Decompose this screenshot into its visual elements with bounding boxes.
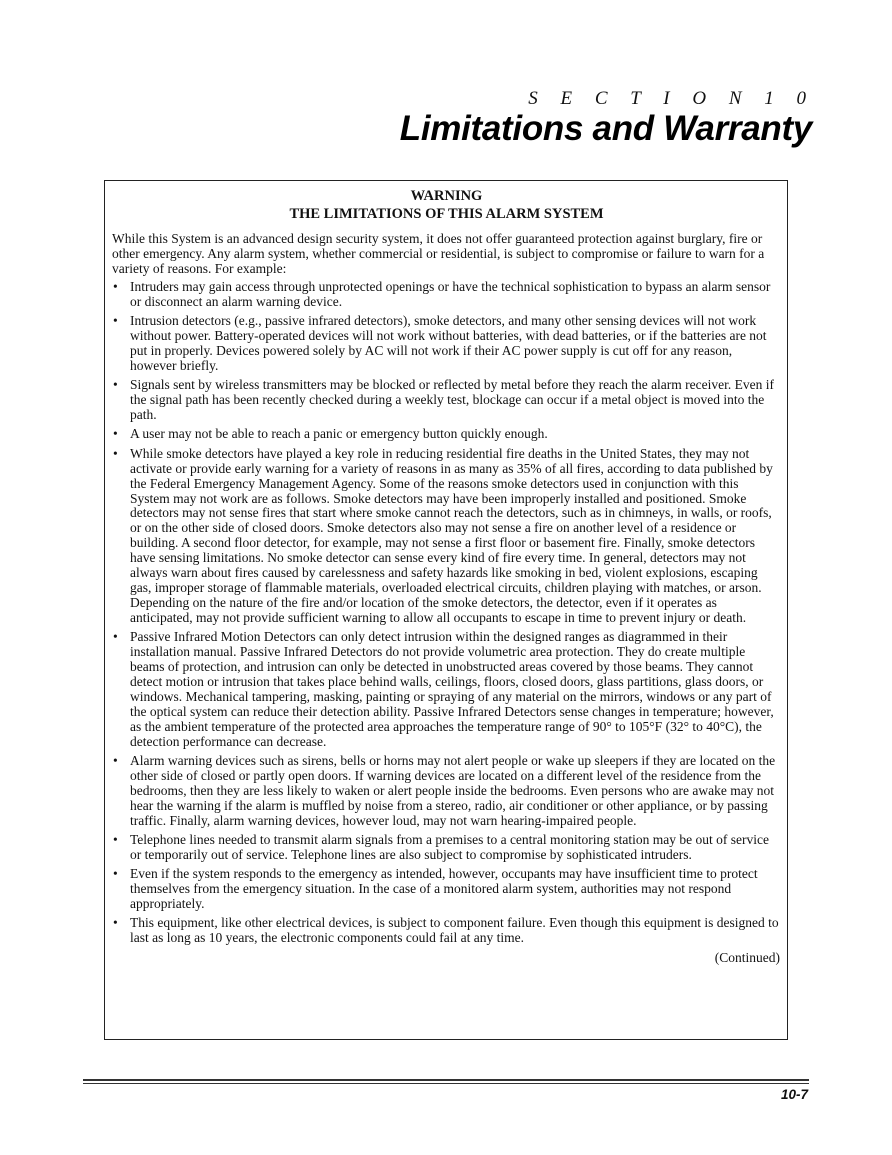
list-item-text: Alarm warning devices such as sirens, bells or horns may not alert people or wake up sleepers if they are located on the other side of closed or partly open doors. If warning devices are located on a different level of the residence from the bedrooms, then they are less likely to waken or alert people inside the bedrooms. Even persons who are awake may not hear the warning if the alarm is muffled by noise from a stereo, radio, air conditioner or other appliance, or by passing traffic. Finally, alarm warning devices, however loud, may not warn hearing-impaired people. [130,752,776,828]
list-item-text: Signals sent by wireless transmitters may be blocked or reflected by metal before they reach the alarm receiver. Even if the signal path has been recently checked during a weekly test, blockage can occur if a metal object is moved into the path. [130,377,774,422]
list-item-text: Intrusion detectors (e.g., passive infrared detectors), smoke detectors, and many other sensing devices will not work without power. Battery-operated devices will not work without batteries, with dead batteries, or if the batteries are not put in properly. Devices powered solely by AC will not work if their AC power supply is cut off for any reason, however briefly. [130,313,767,373]
list-item [112,447,781,626]
warning-box [104,180,788,1040]
list-item [112,916,781,946]
bullet-icon: • [113,377,118,393]
continued-note: (Continued) [714,949,780,965]
list-item-text: While smoke detectors have played a key role in reducing residential fire deaths in the United States, they may not activate or provide early warning for a variety of reasons in as many as 35% of all fires, according to data published by the Federal Emergency Management Agency. Some of the reasons smoke detectors used in conjunction with this System may not work are as follows. Smoke detectors may have been improperly installed and positioned. Smoke detectors may not sense fires that start where smoke cannot reach the detectors, such as in chimneys, in walls, or roofs, or on the other side of closed doors. Smoke detectors also may not sense a fire on another level of a residence or building. A second floor detector, for example, may not sense a first floor or basement fire. Finally, smoke detectors have sensing limitations. No smoke detector can sense every kind of fire every time. In general, detectors may not always warn about fires caused by carelessness and safety hazards like smoking in bed, violent explosions, escaping gas, improper storage of flammable materials, overloaded electrical circuits, children playing with matches, or arson. Depending on the nature of the fire and/or location of the smoke detectors, the detector, even if it operates as anticipated, may not provide sufficient warning to allow all occupants to escape in time to prevent injury or death. [130,445,773,625]
list-item-text: Intruders may gain access through unprotected openings or have the technical sophistication to bypass an alarm sensor or disconnect an alarm warning device. [130,278,771,309]
warning-heading-line2: THE LIMITATIONS OF THIS ALARM SYSTEM [289,206,604,222]
warning-intro: While this System is an advanced design security system, it does not offer guaranteed protection against burglary, fire or other emergency. Any alarm system, whether commercial or residential, is subject to compromise or failure to warn for a variety of reasons. For example: [112,231,765,276]
list-item [112,280,781,310]
footer-rule [83,1079,809,1081]
list-item-text: Passive Infrared Motion Detectors can only detect intrusion within the designed ranges as diagrammed in their installation manual. Passive Infrared Detectors do not provide volumetric area protection. They do create multiple beams of protection, and intrusion can only be detected in unobstructed areas covered by those beams. They cannot detect motion or intrusion that takes place behind walls, ceilings, floors, closed doors, glass partitions, glass doors, or windows. Mechanical tampering, masking, painting or spraying of any material on the mirrors, windows or any part of the optical system can reduce their detection ability. Passive Infrared Detectors sense changes in temperature; however, as the ambient temperature of the protected area approaches the temperature range of 90° to 105°F (32° to 40°C), the detection performance can decrease. [130,629,774,749]
bullet-icon: • [113,278,118,294]
bullet-icon: • [113,426,118,442]
bullet-icon: • [113,866,118,882]
list-item-text: This equipment, like other electrical devices, is subject to component failure. Even though this equipment is designed to last as long as 10 years, the electronic components could fail at any time. [130,915,779,946]
warning-heading-line1: WARNING [410,188,483,204]
bullet-icon: • [113,313,118,329]
bullet-icon: • [113,915,118,931]
bullet-icon: • [113,445,118,461]
list-item [112,833,781,863]
list-item-text: A user may not be able to reach a panic or emergency button quickly enough. [130,426,548,442]
list-item-text: Telephone lines needed to transmit alarm signals from a premises to a central monitoring station may be out of service or temporarily out of service. Telephone lines are also subject to compromise by sophisticated intruders. [130,831,769,862]
list-item [112,314,781,374]
bullet-icon: • [113,629,118,645]
footer-rule-thin [83,1083,809,1084]
warning-body [112,232,781,966]
warning-heading [112,187,781,223]
page-number: 10-7 [780,1087,808,1102]
bullet-icon: • [113,752,118,768]
section-label: S E C T I O N 1 0 [528,88,815,109]
list-item [112,754,781,829]
list-item [112,378,781,423]
limitations-list [112,280,781,947]
list-item-text: Even if the system responds to the emergency as intended, however, occupants may have insufficient time to protect themselves from the emergency situation. In the case of a monitored alarm system, authorities may not respond appropriately. [130,866,758,912]
list-item [112,630,781,749]
list-item [112,427,781,442]
bullet-icon: • [113,831,118,847]
page-title: Limitations and Warranty [399,109,812,148]
list-item [112,867,781,912]
